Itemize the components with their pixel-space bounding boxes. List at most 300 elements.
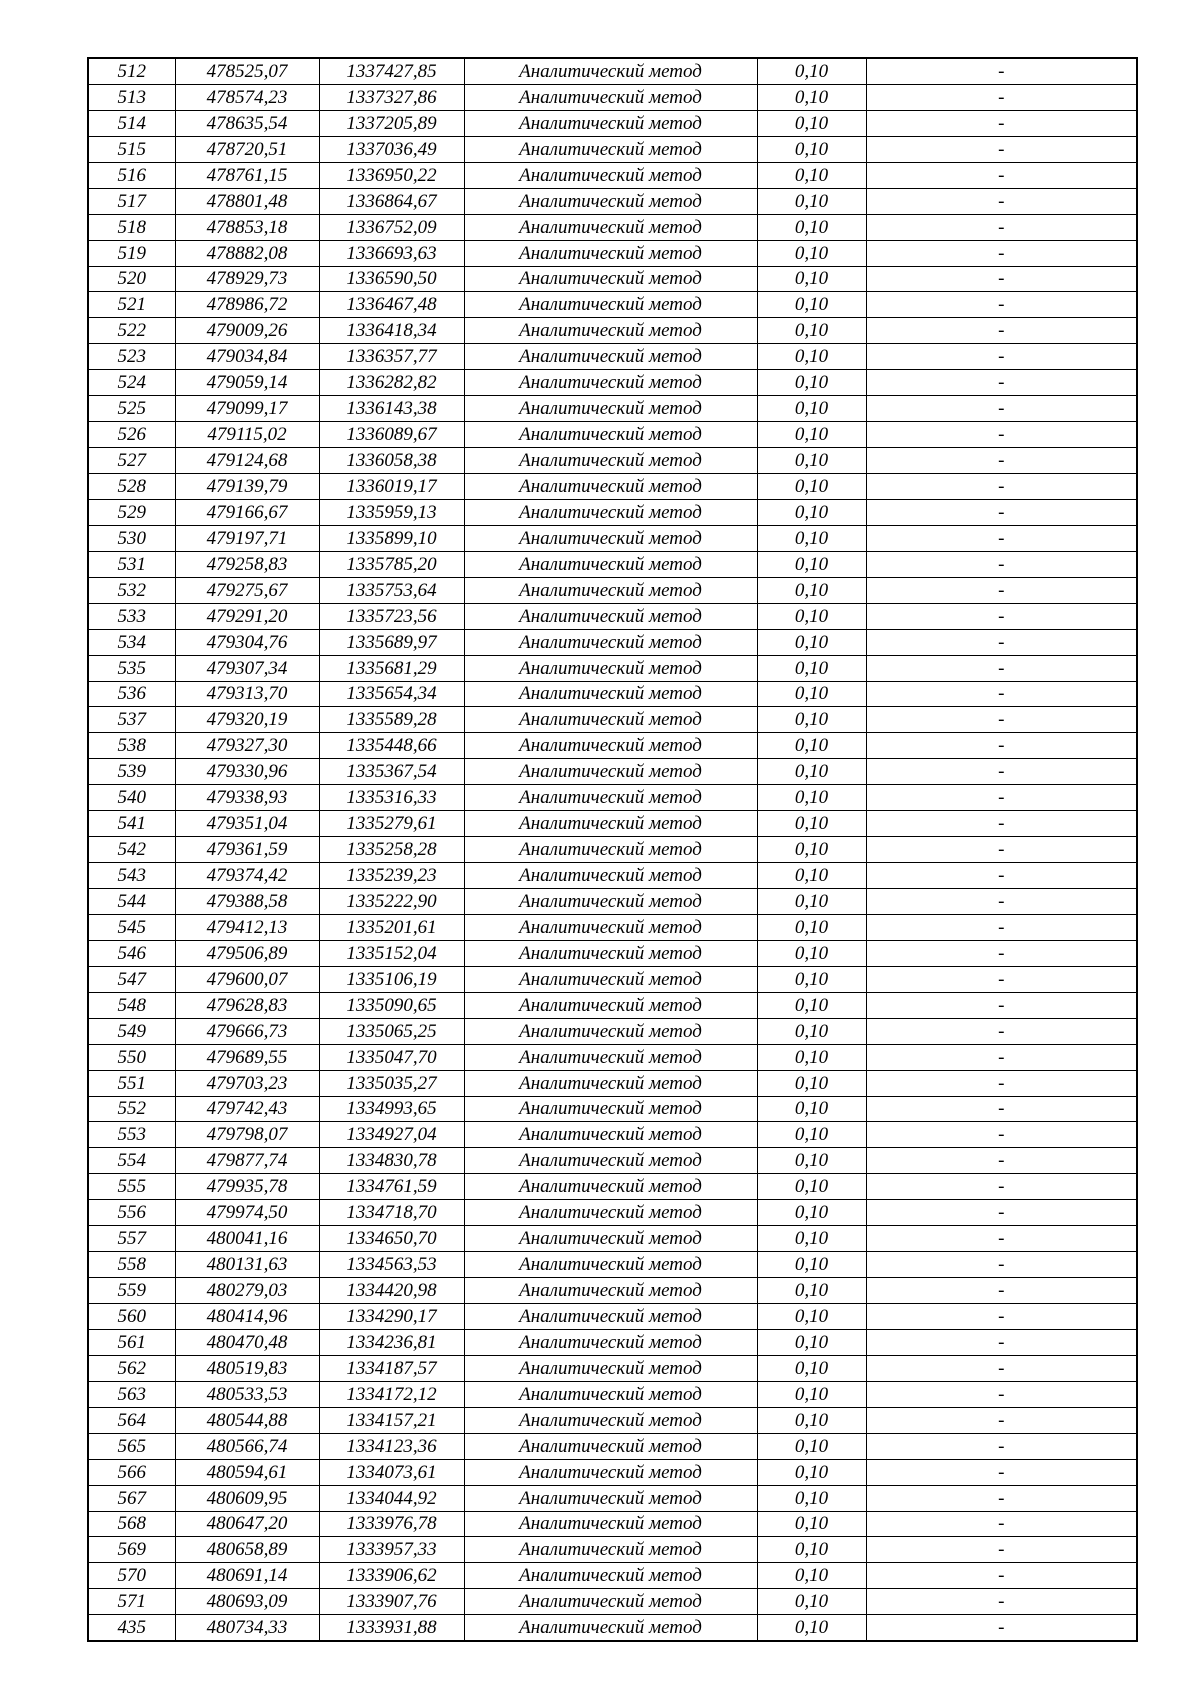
point-number-cell: 547 — [88, 966, 175, 992]
method-cell: Аналитический метод — [464, 733, 757, 759]
description-cell: - — [866, 525, 1137, 551]
method-cell: Аналитический метод — [464, 992, 757, 1018]
method-cell: Аналитический метод — [464, 84, 757, 110]
y-coordinate-cell: 1334830,78 — [319, 1148, 464, 1174]
description-cell: - — [866, 240, 1137, 266]
accuracy-cell: 0,10 — [757, 1537, 866, 1563]
description-cell: - — [866, 1485, 1137, 1511]
accuracy-cell: 0,10 — [757, 318, 866, 344]
y-coordinate-cell: 1334123,36 — [319, 1433, 464, 1459]
table-row — [88, 1511, 1137, 1537]
point-number-cell: 555 — [88, 1174, 175, 1200]
description-cell: - — [866, 1122, 1137, 1148]
point-number-cell: 521 — [88, 292, 175, 318]
description-cell: - — [866, 551, 1137, 577]
accuracy-cell: 0,10 — [757, 681, 866, 707]
description-cell: - — [866, 863, 1137, 889]
table-row — [88, 1563, 1137, 1589]
accuracy-cell: 0,10 — [757, 448, 866, 474]
x-coordinate-cell: 479258,83 — [175, 551, 319, 577]
table-row — [88, 1537, 1137, 1563]
description-cell: - — [866, 785, 1137, 811]
accuracy-cell: 0,10 — [757, 1485, 866, 1511]
table-row — [88, 1252, 1137, 1278]
x-coordinate-cell: 479009,26 — [175, 318, 319, 344]
table-row — [88, 629, 1137, 655]
description-cell: - — [866, 759, 1137, 785]
method-cell: Аналитический метод — [464, 655, 757, 681]
x-coordinate-cell: 479703,23 — [175, 1070, 319, 1096]
method-cell: Аналитический метод — [464, 58, 757, 84]
y-coordinate-cell: 1333957,33 — [319, 1537, 464, 1563]
table-row — [88, 707, 1137, 733]
description-cell: - — [866, 84, 1137, 110]
method-cell: Аналитический метод — [464, 681, 757, 707]
method-cell: Аналитический метод — [464, 1148, 757, 1174]
point-number-cell: 570 — [88, 1563, 175, 1589]
coordinates-table — [87, 57, 1138, 1642]
method-cell: Аналитический метод — [464, 1511, 757, 1537]
point-number-cell: 552 — [88, 1096, 175, 1122]
y-coordinate-cell: 1336752,09 — [319, 214, 464, 240]
x-coordinate-cell: 479689,55 — [175, 1044, 319, 1070]
table-row — [88, 1044, 1137, 1070]
method-cell: Аналитический метод — [464, 266, 757, 292]
x-coordinate-cell: 478929,73 — [175, 266, 319, 292]
description-cell: - — [866, 889, 1137, 915]
description-cell: - — [866, 1355, 1137, 1381]
accuracy-cell: 0,10 — [757, 1459, 866, 1485]
point-number-cell: 565 — [88, 1433, 175, 1459]
y-coordinate-cell: 1333907,76 — [319, 1589, 464, 1615]
method-cell: Аналитический метод — [464, 577, 757, 603]
y-coordinate-cell: 1335316,33 — [319, 785, 464, 811]
table-row — [88, 733, 1137, 759]
description-cell: - — [866, 1511, 1137, 1537]
y-coordinate-cell: 1336418,34 — [319, 318, 464, 344]
x-coordinate-cell: 480414,96 — [175, 1304, 319, 1330]
y-coordinate-cell: 1335753,64 — [319, 577, 464, 603]
method-cell: Аналитический метод — [464, 759, 757, 785]
description-cell: - — [866, 603, 1137, 629]
description-cell: - — [866, 811, 1137, 837]
accuracy-cell: 0,10 — [757, 966, 866, 992]
y-coordinate-cell: 1335785,20 — [319, 551, 464, 577]
point-number-cell: 532 — [88, 577, 175, 603]
table-row — [88, 1433, 1137, 1459]
method-cell: Аналитический метод — [464, 370, 757, 396]
y-coordinate-cell: 1335279,61 — [319, 811, 464, 837]
table-row — [88, 525, 1137, 551]
method-cell: Аналитический метод — [464, 1537, 757, 1563]
table-row — [88, 1459, 1137, 1485]
x-coordinate-cell: 479974,50 — [175, 1200, 319, 1226]
x-coordinate-cell: 479338,93 — [175, 785, 319, 811]
table-row — [88, 240, 1137, 266]
y-coordinate-cell: 1336467,48 — [319, 292, 464, 318]
accuracy-cell: 0,10 — [757, 266, 866, 292]
table-row — [88, 655, 1137, 681]
y-coordinate-cell: 1334044,92 — [319, 1485, 464, 1511]
description-cell: - — [866, 1200, 1137, 1226]
table-row — [88, 1381, 1137, 1407]
x-coordinate-cell: 478574,23 — [175, 84, 319, 110]
point-number-cell: 523 — [88, 344, 175, 370]
y-coordinate-cell: 1335959,13 — [319, 499, 464, 525]
accuracy-cell: 0,10 — [757, 136, 866, 162]
y-coordinate-cell: 1334157,21 — [319, 1407, 464, 1433]
point-number-cell: 534 — [88, 629, 175, 655]
point-number-cell: 546 — [88, 940, 175, 966]
point-number-cell: 566 — [88, 1459, 175, 1485]
method-cell: Аналитический метод — [464, 422, 757, 448]
description-cell: - — [866, 188, 1137, 214]
point-number-cell: 527 — [88, 448, 175, 474]
y-coordinate-cell: 1334187,57 — [319, 1355, 464, 1381]
x-coordinate-cell: 479313,70 — [175, 681, 319, 707]
y-coordinate-cell: 1337427,85 — [319, 58, 464, 84]
point-number-cell: 560 — [88, 1304, 175, 1330]
x-coordinate-cell: 479412,13 — [175, 914, 319, 940]
accuracy-cell: 0,10 — [757, 837, 866, 863]
point-number-cell: 563 — [88, 1381, 175, 1407]
method-cell: Аналитический метод — [464, 214, 757, 240]
table-row — [88, 58, 1137, 84]
table-row — [88, 1070, 1137, 1096]
point-number-cell: 553 — [88, 1122, 175, 1148]
y-coordinate-cell: 1335106,19 — [319, 966, 464, 992]
description-cell: - — [866, 1044, 1137, 1070]
accuracy-cell: 0,10 — [757, 474, 866, 500]
accuracy-cell: 0,10 — [757, 84, 866, 110]
point-number-cell: 526 — [88, 422, 175, 448]
table-row — [88, 681, 1137, 707]
accuracy-cell: 0,10 — [757, 707, 866, 733]
method-cell: Аналитический метод — [464, 811, 757, 837]
y-coordinate-cell: 1336282,82 — [319, 370, 464, 396]
description-cell: - — [866, 1018, 1137, 1044]
point-number-cell: 561 — [88, 1329, 175, 1355]
accuracy-cell: 0,10 — [757, 1589, 866, 1615]
table-row — [88, 1226, 1137, 1252]
table-row — [88, 1018, 1137, 1044]
y-coordinate-cell: 1336864,67 — [319, 188, 464, 214]
point-number-cell: 512 — [88, 58, 175, 84]
x-coordinate-cell: 479124,68 — [175, 448, 319, 474]
y-coordinate-cell: 1335222,90 — [319, 889, 464, 915]
accuracy-cell: 0,10 — [757, 1407, 866, 1433]
description-cell: - — [866, 1407, 1137, 1433]
description-cell: - — [866, 1615, 1137, 1641]
point-number-cell: 529 — [88, 499, 175, 525]
method-cell: Аналитический метод — [464, 707, 757, 733]
x-coordinate-cell: 479351,04 — [175, 811, 319, 837]
description-cell: - — [866, 214, 1137, 240]
accuracy-cell: 0,10 — [757, 1018, 866, 1044]
method-cell: Аналитический метод — [464, 889, 757, 915]
x-coordinate-cell: 479166,67 — [175, 499, 319, 525]
accuracy-cell: 0,10 — [757, 1122, 866, 1148]
method-cell: Аналитический метод — [464, 188, 757, 214]
description-cell: - — [866, 1563, 1137, 1589]
x-coordinate-cell: 479628,83 — [175, 992, 319, 1018]
table-row — [88, 837, 1137, 863]
description-cell: - — [866, 422, 1137, 448]
description-cell: - — [866, 1148, 1137, 1174]
method-cell: Аналитический метод — [464, 1070, 757, 1096]
x-coordinate-cell: 478525,07 — [175, 58, 319, 84]
y-coordinate-cell: 1334290,17 — [319, 1304, 464, 1330]
description-cell: - — [866, 1096, 1137, 1122]
y-coordinate-cell: 1337205,89 — [319, 110, 464, 136]
method-cell: Аналитический метод — [464, 837, 757, 863]
y-coordinate-cell: 1335448,66 — [319, 733, 464, 759]
x-coordinate-cell: 480544,88 — [175, 1407, 319, 1433]
description-cell: - — [866, 681, 1137, 707]
x-coordinate-cell: 478986,72 — [175, 292, 319, 318]
y-coordinate-cell: 1336590,50 — [319, 266, 464, 292]
y-coordinate-cell: 1335367,54 — [319, 759, 464, 785]
method-cell: Аналитический метод — [464, 1096, 757, 1122]
description-cell: - — [866, 837, 1137, 863]
table-row — [88, 603, 1137, 629]
description-cell: - — [866, 1589, 1137, 1615]
x-coordinate-cell: 479877,74 — [175, 1148, 319, 1174]
method-cell: Аналитический метод — [464, 1174, 757, 1200]
y-coordinate-cell: 1335201,61 — [319, 914, 464, 940]
table-row — [88, 1174, 1137, 1200]
x-coordinate-cell: 479034,84 — [175, 344, 319, 370]
point-number-cell: 541 — [88, 811, 175, 837]
method-cell: Аналитический метод — [464, 240, 757, 266]
method-cell: Аналитический метод — [464, 344, 757, 370]
description-cell: - — [866, 110, 1137, 136]
description-cell: - — [866, 1070, 1137, 1096]
accuracy-cell: 0,10 — [757, 1329, 866, 1355]
description-cell: - — [866, 448, 1137, 474]
table-row — [88, 214, 1137, 240]
point-number-cell: 540 — [88, 785, 175, 811]
y-coordinate-cell: 1336950,22 — [319, 162, 464, 188]
description-cell: - — [866, 1252, 1137, 1278]
y-coordinate-cell: 1337036,49 — [319, 136, 464, 162]
accuracy-cell: 0,10 — [757, 992, 866, 1018]
method-cell: Аналитический метод — [464, 162, 757, 188]
description-cell: - — [866, 499, 1137, 525]
table-row — [88, 266, 1137, 292]
x-coordinate-cell: 480691,14 — [175, 1563, 319, 1589]
table-row — [88, 370, 1137, 396]
x-coordinate-cell: 479139,79 — [175, 474, 319, 500]
method-cell: Аналитический метод — [464, 1044, 757, 1070]
method-cell: Аналитический метод — [464, 1433, 757, 1459]
y-coordinate-cell: 1335090,65 — [319, 992, 464, 1018]
table-row — [88, 940, 1137, 966]
x-coordinate-cell: 479361,59 — [175, 837, 319, 863]
x-coordinate-cell: 480734,33 — [175, 1615, 319, 1641]
description-cell: - — [866, 162, 1137, 188]
description-cell: - — [866, 914, 1137, 940]
point-number-cell: 549 — [88, 1018, 175, 1044]
x-coordinate-cell: 479600,07 — [175, 966, 319, 992]
accuracy-cell: 0,10 — [757, 1252, 866, 1278]
y-coordinate-cell: 1335681,29 — [319, 655, 464, 681]
y-coordinate-cell: 1335689,97 — [319, 629, 464, 655]
point-number-cell: 550 — [88, 1044, 175, 1070]
y-coordinate-cell: 1334761,59 — [319, 1174, 464, 1200]
point-number-cell: 568 — [88, 1511, 175, 1537]
y-coordinate-cell: 1336019,17 — [319, 474, 464, 500]
method-cell: Аналитический метод — [464, 1407, 757, 1433]
y-coordinate-cell: 1334718,70 — [319, 1200, 464, 1226]
y-coordinate-cell: 1336357,77 — [319, 344, 464, 370]
table-row — [88, 1304, 1137, 1330]
accuracy-cell: 0,10 — [757, 214, 866, 240]
description-cell: - — [866, 1278, 1137, 1304]
point-number-cell: 554 — [88, 1148, 175, 1174]
description-cell: - — [866, 396, 1137, 422]
table-row — [88, 499, 1137, 525]
x-coordinate-cell: 479291,20 — [175, 603, 319, 629]
x-coordinate-cell: 480533,53 — [175, 1381, 319, 1407]
point-number-cell: 531 — [88, 551, 175, 577]
point-number-cell: 543 — [88, 863, 175, 889]
method-cell: Аналитический метод — [464, 525, 757, 551]
table-row — [88, 759, 1137, 785]
point-number-cell: 567 — [88, 1485, 175, 1511]
x-coordinate-cell: 479099,17 — [175, 396, 319, 422]
point-number-cell: 520 — [88, 266, 175, 292]
y-coordinate-cell: 1335152,04 — [319, 940, 464, 966]
description-cell: - — [866, 629, 1137, 655]
description-cell: - — [866, 1433, 1137, 1459]
method-cell: Аналитический метод — [464, 499, 757, 525]
accuracy-cell: 0,10 — [757, 655, 866, 681]
description-cell: - — [866, 966, 1137, 992]
method-cell: Аналитический метод — [464, 1459, 757, 1485]
method-cell: Аналитический метод — [464, 1122, 757, 1148]
y-coordinate-cell: 1336143,38 — [319, 396, 464, 422]
point-number-cell: 551 — [88, 1070, 175, 1096]
accuracy-cell: 0,10 — [757, 551, 866, 577]
x-coordinate-cell: 480594,61 — [175, 1459, 319, 1485]
point-number-cell: 518 — [88, 214, 175, 240]
table-row — [88, 84, 1137, 110]
accuracy-cell: 0,10 — [757, 733, 866, 759]
y-coordinate-cell: 1335654,34 — [319, 681, 464, 707]
point-number-cell: 539 — [88, 759, 175, 785]
table-row — [88, 992, 1137, 1018]
accuracy-cell: 0,10 — [757, 1174, 866, 1200]
method-cell: Аналитический метод — [464, 785, 757, 811]
method-cell: Аналитический метод — [464, 1304, 757, 1330]
point-number-cell: 530 — [88, 525, 175, 551]
y-coordinate-cell: 1335899,10 — [319, 525, 464, 551]
method-cell: Аналитический метод — [464, 914, 757, 940]
x-coordinate-cell: 480519,83 — [175, 1355, 319, 1381]
table-row — [88, 1122, 1137, 1148]
accuracy-cell: 0,10 — [757, 1355, 866, 1381]
x-coordinate-cell: 479197,71 — [175, 525, 319, 551]
y-coordinate-cell: 1333906,62 — [319, 1563, 464, 1589]
point-number-cell: 435 — [88, 1615, 175, 1641]
table-row — [88, 811, 1137, 837]
table-row — [88, 914, 1137, 940]
y-coordinate-cell: 1334927,04 — [319, 1122, 464, 1148]
accuracy-cell: 0,10 — [757, 240, 866, 266]
table-row — [88, 1485, 1137, 1511]
method-cell: Аналитический метод — [464, 1381, 757, 1407]
point-number-cell: 558 — [88, 1252, 175, 1278]
x-coordinate-cell: 480041,16 — [175, 1226, 319, 1252]
x-coordinate-cell: 480647,20 — [175, 1511, 319, 1537]
method-cell: Аналитический метод — [464, 292, 757, 318]
y-coordinate-cell: 1334563,53 — [319, 1252, 464, 1278]
table-row — [88, 889, 1137, 915]
method-cell: Аналитический метод — [464, 551, 757, 577]
accuracy-cell: 0,10 — [757, 1200, 866, 1226]
method-cell: Аналитический метод — [464, 1615, 757, 1641]
accuracy-cell: 0,10 — [757, 1226, 866, 1252]
x-coordinate-cell: 479059,14 — [175, 370, 319, 396]
method-cell: Аналитический метод — [464, 1589, 757, 1615]
table-row — [88, 863, 1137, 889]
description-cell: - — [866, 1174, 1137, 1200]
method-cell: Аналитический метод — [464, 396, 757, 422]
point-number-cell: 537 — [88, 707, 175, 733]
accuracy-cell: 0,10 — [757, 940, 866, 966]
accuracy-cell: 0,10 — [757, 1381, 866, 1407]
y-coordinate-cell: 1334420,98 — [319, 1278, 464, 1304]
accuracy-cell: 0,10 — [757, 889, 866, 915]
accuracy-cell: 0,10 — [757, 863, 866, 889]
table-row — [88, 1355, 1137, 1381]
x-coordinate-cell: 479935,78 — [175, 1174, 319, 1200]
x-coordinate-cell: 479327,30 — [175, 733, 319, 759]
description-cell: - — [866, 1381, 1137, 1407]
point-number-cell: 536 — [88, 681, 175, 707]
method-cell: Аналитический метод — [464, 603, 757, 629]
accuracy-cell: 0,10 — [757, 1096, 866, 1122]
point-number-cell: 515 — [88, 136, 175, 162]
x-coordinate-cell: 478882,08 — [175, 240, 319, 266]
y-coordinate-cell: 1334073,61 — [319, 1459, 464, 1485]
point-number-cell: 522 — [88, 318, 175, 344]
table-row — [88, 1615, 1137, 1641]
table-row — [88, 318, 1137, 344]
x-coordinate-cell: 480693,09 — [175, 1589, 319, 1615]
description-cell: - — [866, 707, 1137, 733]
method-cell: Аналитический метод — [464, 318, 757, 344]
description-cell: - — [866, 58, 1137, 84]
x-coordinate-cell: 480470,48 — [175, 1329, 319, 1355]
accuracy-cell: 0,10 — [757, 162, 866, 188]
accuracy-cell: 0,10 — [757, 292, 866, 318]
accuracy-cell: 0,10 — [757, 603, 866, 629]
y-coordinate-cell: 1336693,63 — [319, 240, 464, 266]
x-coordinate-cell: 479275,67 — [175, 577, 319, 603]
description-cell: - — [866, 577, 1137, 603]
y-coordinate-cell: 1335589,28 — [319, 707, 464, 733]
table-row — [88, 1096, 1137, 1122]
accuracy-cell: 0,10 — [757, 1511, 866, 1537]
method-cell: Аналитический метод — [464, 1018, 757, 1044]
x-coordinate-cell: 479388,58 — [175, 889, 319, 915]
table-row — [88, 1148, 1137, 1174]
table-row — [88, 577, 1137, 603]
point-number-cell: 564 — [88, 1407, 175, 1433]
y-coordinate-cell: 1335065,25 — [319, 1018, 464, 1044]
